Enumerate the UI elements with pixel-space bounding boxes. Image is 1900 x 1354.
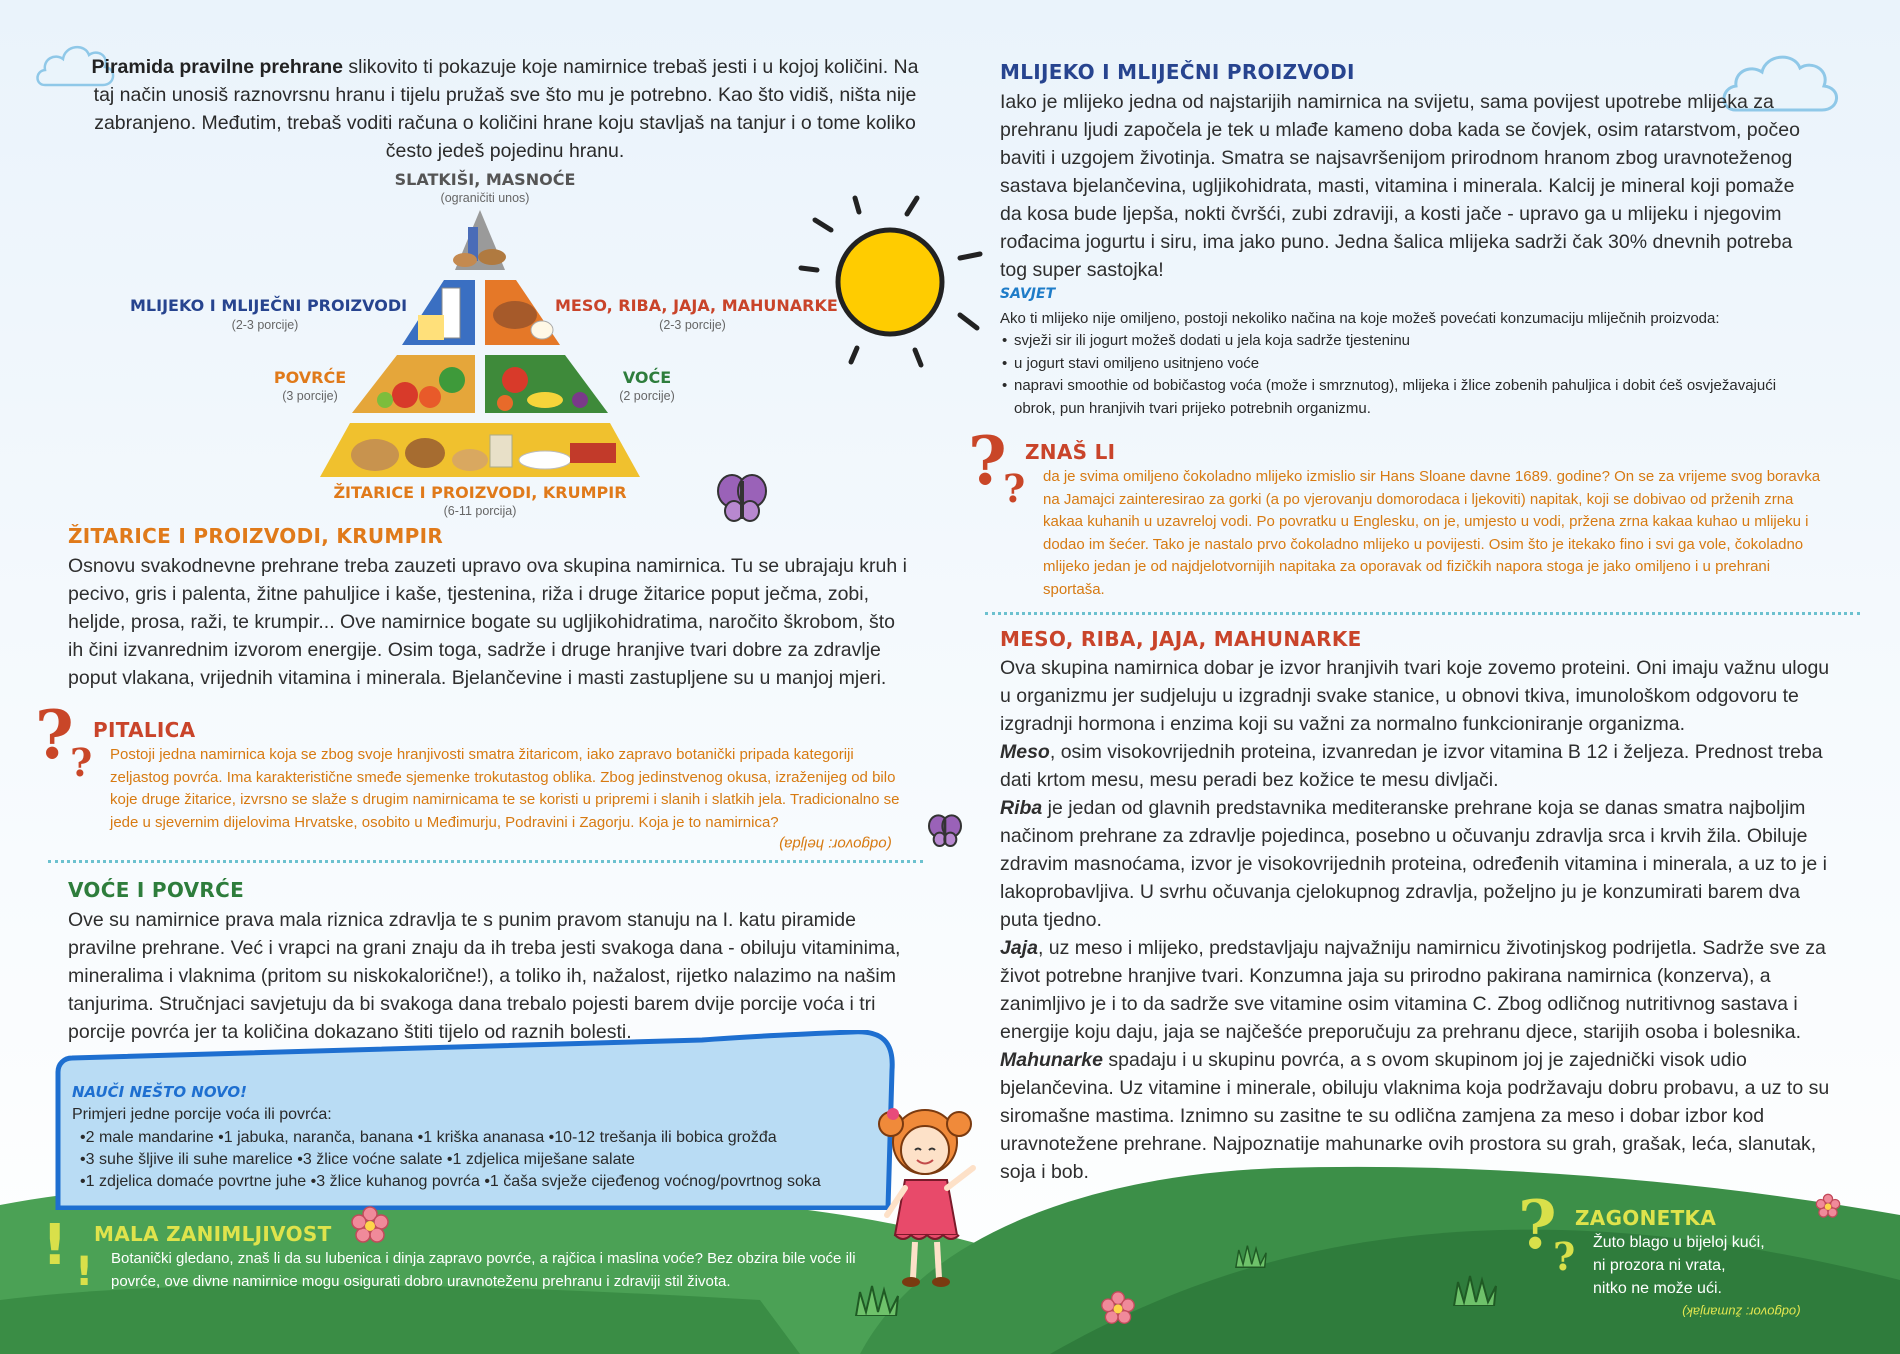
pitalica-text: Postoji jedna namirnica koja se zbog svoje hranjivosti smatra žitaricom, iako zapravo botanički pripada kategoriji zeljastog povrća. Ima karakteristične smeđe sjemenke trokutastog oblika. Zbog jedinstvenog okusa, izraženijeg od bilo koje druge žitarice, izvrsno se slaže s drugim namirnicama te se koristi u pripremi i slanih i slatkih jela. Tradicionalno se jede u sjevernim dijelovima Hrvatske, osobito u Međimurju, Podravini i Zagorju. Koja je to namirnica? [110, 746, 900, 831]
fruitveg-text: Ove su namirnice prava mala riznica zdravlja te s punim pravom stanuju na I. katu piramide pravilne prehrane. Već i vrapci na grani znaju da ih treba jesti svakoga dana - obiluju vitaminima, mineralima i vlaknima (pritom su niskokalorične!), a toliko ih, nažalost, rijetko nalazimo na našim tanjurima. Stručnjaci savjetuju da bi svakoga dana trebalo pojesti barem dvije porcije voća i tri porcije povrća jer ta količina dokazano štiti tijelo od raznih bolesti. [68, 909, 901, 1043]
znasli-text: da je svima omiljeno čokoladno mlijeko izmislio sir Hans Sloane davne 1689. godine? On se za vrijeme svog boravka na Jamajci zainteresirao za gorki (a po vjerovanju domorodaca i ljekoviti) napitak, koji se dobivao od prženih zrna kakaa kuhanih u uzavreloj vodi. Po povratku u Englesku, on je, umjesto u vodi, pržena zrna kakaa kuhao u mlijeku i dodao im šećer. Tako je nastalo prvo čokoladno mlijeko u povijesti. Osim što je itekako fino i svi ga vole, čokoladno mlijeko jedan je od najdjelotvornijih napitaka za oporavak od fizičkih napora stoga je jako omiljeno i u prehrani sportaša. [1043, 468, 1821, 598]
nauci-intro: Primjeri jedne porcije voća ili povrća: [72, 1106, 332, 1123]
divider [985, 612, 1860, 615]
grains-text: Osnovu svakodnevne prehrane treba zauzeti upravo ova skupina namirnica. Tu se ubrajaju kruh i pecivo, gris i palenta, žitne pahuljice i kaše, tjestenina, riža i druge žitarice poput ječma, zobi, heljde, prosa, raži, te krumpir... Ove namirnice bogate su ugljikohidratima, naročito škrobom, što ih čini izvanrednim izvorom energije. Osim toga, sadrže i druge hranjive tvari dobre za zdravlje poput vlakana, vrijednih vitamina i minerala. Bjelančevine i masti zastupljene su u manjoj mjeri. [68, 555, 907, 689]
pyramid-sub-dairy: (2-3 porcije) [231, 318, 299, 332]
sun-icon [795, 190, 995, 370]
meso-text: , osim visokovrijednih proteina, izvanredan je izvor vitamina B 12 i željeza. Prednost treba dati krtom mesu, mesu peradi bez kožice te mesu divljači. [1000, 741, 1823, 791]
mahunarke-text: spadaju i u skupinu povrća, a s ovom skupinom joj je zajednički visok udio bjelančevina. Uz vitamine i minerale, obiluju vlaknima koja podržavaju dobru probavu, a uz to su siromašne mastima. Iznimno su zasitne te su odlična zamjena za meso i dobar izbor kod uravnotežene prehrane. Najpoznatije mahunarke ovih prostora su grah, grašak, leća, slanutak, soja i bob. [1000, 1049, 1830, 1183]
nauci-title: NAUČI NEŠTO NOVO! [72, 1083, 247, 1101]
pyramid-sub-fruit: (2 porcije) [619, 389, 675, 403]
intro-bold: Piramida pravilne prehrane [91, 56, 343, 78]
girl-illustration [865, 1100, 995, 1295]
zagonetka-line-3: nitko ne može ući. [1593, 1280, 1722, 1297]
meso-bold: Meso [1000, 741, 1050, 763]
grass-tuft-icon [1450, 1272, 1500, 1306]
jaja-text: , uz meso i mlijeko, predstavljaju najvažniju namirnicu životinjskog podrijetla. Sadrže sve za život potrebne hranjive tvari. Konzumna jaja su prirodno pakirana namirnica (konzerva), a zanimljivo je i to da sadrže sve vitamine osim vitamina C. Zbog odličnog nutritivnog sastava i energije koju daju, jaja se najčešće preporučuju za prehranu djece, starijih osoba i bolesnika. [1000, 937, 1826, 1043]
meat-riba [1000, 794, 1840, 934]
tip-item: • svježi sir ili jogurt možeš dodati u jela koja sadrže tjesteninu [1000, 330, 1780, 353]
grains-title: ŽITARICE I PROIZVODI, KRUMPIR [68, 524, 444, 548]
pyramid-label-top: SLATKIŠI, MASNOĆE [394, 170, 576, 189]
intro-paragraph [90, 53, 920, 165]
meat-jaja [1000, 934, 1840, 1046]
jaja-bold: Jaja [1000, 937, 1038, 959]
riba-bold: Riba [1000, 797, 1043, 819]
pyramid-sub-grain: (6-11 porcija) [443, 504, 517, 518]
znasli-title: ZNAŠ LI [1025, 440, 1116, 464]
tip-title: SAVJET [1000, 286, 1056, 302]
pyramid-sub-top: (ograničiti unos) [440, 191, 530, 205]
pyramid-sub-veg: (3 porcije) [282, 389, 338, 403]
tips-list [1000, 330, 1780, 420]
pyramid-label-grain: ŽITARICE I PROIZVODI, KRUMPIR [333, 483, 627, 502]
nauci-line-2: •3 suhe šljive ili suhe marelice •3 žlice voćne salate •1 zdjelica miješane salate [80, 1151, 635, 1168]
grass-tuft-icon [1233, 1242, 1269, 1268]
mala-text: Botanički gledano, znaš li da su lubenica i dinja zapravo povrće, a rajčica i maslina voće? Bez obzira bile voće ili povrće, ove divne namirnice mogu osigurati dobro uravnoteženu prehranu i zdraviji stil života. [111, 1250, 856, 1290]
pitalica-answer [660, 832, 892, 855]
milk-text: Iako je mlijeko jedna od najstarijih namirnica na svijetu, sama povijest upotrebe mlijeka za prehranu ljudi započela je tek u mlađe kameno doba kada se čovjek, osim ratarstvom, počeo baviti i uzgojem životinja. Smatra se najsavršenijom prirodnom hranom zbog uravnoteženog sastava bjelančevina, ugljikohidrata, masti, vitamina i minerala. Kalcij je mineral koji pomaže da kosa bude ljepša, nokti čvršći, zubi zdraviji, a kosti jače - upravo ga u mlijeku i njegovim rođacima jogurtu i siru, ima jako puno. Jedna šalica mlijeka sadrži čak 30% dnevnih potreba tog super sastojka! [1000, 91, 1800, 281]
pitalica-answer-text: (odgovor: heljda) [779, 835, 892, 853]
pitalica-title: PITALICA [93, 718, 196, 742]
fruitveg-title: VOĆE I POVRĆE [68, 878, 245, 902]
meat-intro: Ova skupina namirnica dobar je izvor hranjivih tvari koje zovemo proteini. Oni imaju važnu ulogu u organizmu jer sudjeluju u izgradnji svake stanice, u obnovi tkiva, imunološkom odgovoru te izgradnji hormona i enzima koji su važni za normalno funkcioniranje organizma. [1000, 657, 1830, 735]
zagonetka-title: ZAGONETKA [1575, 1206, 1717, 1230]
nauci-line-3: •1 zdjelica domaće povrtne juhe •3 žlice kuhanog povrća •1 čaša svježe cijeđenog voćnog/povrtnog soka [80, 1173, 821, 1190]
flower-icon [1815, 1193, 1841, 1219]
meat-mahunarke [1000, 1046, 1840, 1186]
exclamation-icon: ! [42, 1213, 68, 1278]
question-mark-icon: ? [1553, 1234, 1576, 1279]
pyramid-label-dairy: MLIJEKO I MLIJEČNI PROIZVODI [130, 296, 408, 315]
divider [48, 860, 923, 863]
butterfly-icon [712, 467, 772, 527]
zagonetka-answer-text: (odgovor: žumanjak) [1681, 1304, 1800, 1320]
flower-icon [1100, 1290, 1136, 1326]
question-mark-icon: ? [1003, 466, 1026, 511]
flower-icon [350, 1205, 390, 1245]
riba-text: je jedan od glavnih predstavnika mediteranske prehrane koja se danas smatra najboljim načinom prehrane za zdravlje pojedinca, posebno u očuvanju zdravlja srca i krvih žila. Obiluje zdravim masnoćama, izvor je visokovrijednih proteina, određenih vitamina i minerala, a uz to je i lakoprobavljiva. U svrhu očuvanja cjelokupnog zdravlja, poželjno ju je konzumirati barem dva puta tjedno. [1000, 797, 1827, 931]
question-mark-icon: ? [1518, 1186, 1557, 1264]
meat-meso [1000, 738, 1840, 794]
tip-intro: Ako ti mlijeko nije omiljeno, postoji nekoliko načina na koje možeš povećati konzumaciju mliječnih proizvoda: [1000, 310, 1720, 327]
exclamation-icon: ! [75, 1249, 94, 1295]
meat-title: MESO, RIBA, JAJA, MAHUNARKE [1000, 627, 1362, 651]
tip-item: • napravi smoothie od bobičastog voća (može i smrznutog), mlijeka i žlice zobenih pahuljica i dobit ćeš osvježavajući obrok, pun hranjivih tvari prijeko potrebnih organizmu. [1000, 375, 1780, 420]
butterfly-icon [925, 810, 965, 850]
question-mark-icon: ? [968, 422, 1007, 500]
pyramid-label-fruit: VOĆE [622, 368, 672, 387]
nauci-line-1: •2 male mandarine •1 jabuka, naranča, banana •1 kriška ananasa •10-12 trešanja ili bobica grožđa [80, 1129, 777, 1146]
milk-title: MLIJEKO I MLIJEČNI PROIZVODI [1000, 60, 1355, 84]
pyramid-label-veg: POVRĆE [273, 368, 347, 387]
pyramid-label-meat: MESO, RIBA, JAJA, MAHUNARKE [555, 296, 838, 315]
pyramid-sub-meat: (2-3 porcije) [659, 318, 726, 332]
tip-item: • u jogurt stavi omiljeno usitnjeno voće [1000, 353, 1780, 376]
question-mark-icon: ? [35, 696, 74, 774]
zagonetka-line-2: ni prozora ni vrata, [1593, 1257, 1726, 1274]
mahunarke-bold: Mahunarke [1000, 1049, 1103, 1071]
zagonetka-line-1: Žuto blago u bijeloj kući, [1593, 1234, 1765, 1251]
question-mark-icon: ? [70, 740, 93, 785]
intro-text: slikovito ti pokazuje koje namirnice trebaš jesti i u kojoj količini. Na taj način unosiš raznovrsnu hranu i tijelu pružaš sve što mu je potrebno. Kao što vidiš, ništa nije zabranjeno. Međutim, trebaš voditi računa o količini hrane koju stavljaš na tanjur i o tome koliko često jedeš pojedinu hranu. [93, 56, 919, 162]
food-pyramid [320, 205, 640, 480]
zagonetka-answer [1650, 1300, 1800, 1323]
mala-title: MALA ZANIMLJIVOST [94, 1222, 332, 1246]
